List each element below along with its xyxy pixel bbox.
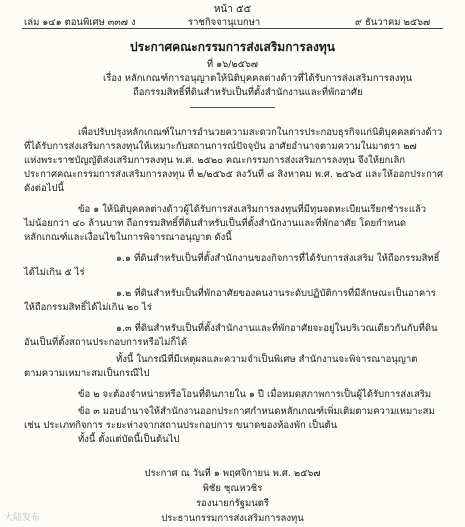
body-line: ได้ไม่เกิน ๕ ไร่ [24,267,85,278]
clause-3: ข้อ ๓ มอบอำนาจให้สำนักงานออกประกาศกำหนดหลักเกณฑ์เพิ่มเติมตามความเหมาะสม [78,406,435,417]
clause-2: ข้อ ๒ จะต้องจำหน่ายหรือโอนที่ดินภายใน ๑ ปี เมื่อหมดสภาพการเป็นผู้ได้รับการส่งเสริม [78,389,432,400]
subject-rule [190,107,275,108]
subject-line-1: เรื่อง หลักเกณฑ์การอนุญาตให้นิติบุคคลต่างด้าวที่ได้รับการส่งเสริมการลงทุน [103,73,413,84]
body-line: หลักเกณฑ์และเงื่อนไขในการพิจารณาอนุญาต ดังนี้ [24,232,232,243]
body-line: แห่งพระราชบัญญัติส่งเสริมการลงทุน พ.ศ. ๒๕๒๐ คณะกรรมการส่งเสริมการลงทุน จึงให้ยกเลิก [24,155,406,166]
volume-info: เล่ม ๑๔๑ ตอนพิเศษ ๓๓๗ ง [24,17,136,28]
publication-date: ๙ ธันวาคม ๒๕๖๗ [355,17,431,28]
clause-1-1: ๑.๑ ที่ดินสำหรับเป็นที่ตั้งสำนักงานของกิจการที่ได้รับการส่งเสริม ให้ถือกรรมสิทธิ์ [116,253,440,264]
body-line: เช่น ประเภทกิจการ ระยะห่างจากสถานประกอบการ ขนาดของห้องพัก เป็นต้น [24,420,338,431]
document-title: ประกาศคณะกรรมการส่งเสริมการลงทุน [130,40,335,54]
clause-1: ข้อ ๑ ให้นิติบุคคลต่างด้าวผู้ได้รับการส่งเสริมการลงทุนที่มีทุนจดทะเบียนเรียกชำระแล้ว [78,204,427,215]
publication-name: ราชกิจจานุเบกษา [188,17,261,28]
body-line: อันเป็นที่ตั้งสถานประกอบการหรือไม่ก็ได้ [24,337,188,348]
signatory-position: รองนายกรัฐมนตรี [196,498,269,509]
page-number: หน้า ๕๕ [213,4,252,15]
body-line: ทั้งนี้ ในกรณีที่มีเหตุผลและความจำเป็นพิเศษ สำนักงานจะพิจารณาอนุญาต [116,354,418,365]
signatory-name: พิชัย ชุณหวชิร [202,483,263,494]
clause-1-2: ๑.๒ ที่ดินสำหรับเป็นที่พักอาศัยของคนงานระดับปฏิบัติการที่มีลักษณะเป็นอาคาร [116,288,436,299]
body-line: ไม่น้อยกว่า ๔๐ ล้านบาท ถือกรรมสิทธิ์ที่ดินสำหรับเป็นที่ตั้งสำนักงานและที่พักอาศัย โดยกำหนด [24,218,407,229]
watermark: 大陆发布 [4,513,41,523]
signatory-position: ประธานกรรมการส่งเสริมการลงทุน [161,513,304,524]
document-number: ที่ ๑๖/๒๕๖๗ [206,59,259,70]
body-line: เพื่อปรับปรุงหลักเกณฑ์ในการอำนวยความสะดวกในการประกอบธุรกิจแก่นิติบุคคลต่างด้าว [78,127,443,138]
header-rule [22,28,443,29]
announcement-date: ประกาศ ณ วันที่ ๑ พฤศจิกายน พ.ศ. ๒๕๖๗ [144,468,321,479]
body-line: ดังต่อไปนี้ [24,183,64,194]
body-line: ประกาศคณะกรรมการส่งเสริมการลงทุน ที่ ๒/๒๕๖๕ ลงวันที่ ๘ สิงหาคม พ.ศ. ๒๕๖๕ และให้ออกประกาศ [24,169,444,180]
body-line: ทั้งนี้ ตั้งแต่บัดนี้เป็นต้นไป [78,434,180,445]
body-line: ที่ได้รับการส่งเสริมการลงทุนให้เหมาะกับสถานการณ์ปัจจุบัน อาศัยอำนาจตามความในมาตรา ๒๗ [24,141,417,152]
clause-1-3: ๑.๓ ที่ดินสำหรับเป็นที่ตั้งสำนักงานและที่พักอาศัยจะอยู่ในบริเวณเดียวกันกับที่ดิน [116,323,438,334]
body-line: ให้ถือกรรมสิทธิ์ได้ไม่เกิน ๒๐ ไร่ [24,302,152,313]
body-line: ตามความเหมาะสมเป็นกรณีไป [24,368,150,379]
subject-line-2: ถือกรรมสิทธิ์ที่ดินสำหรับเป็นที่ตั้งสำนักงานและที่พักอาศัย [133,87,363,98]
